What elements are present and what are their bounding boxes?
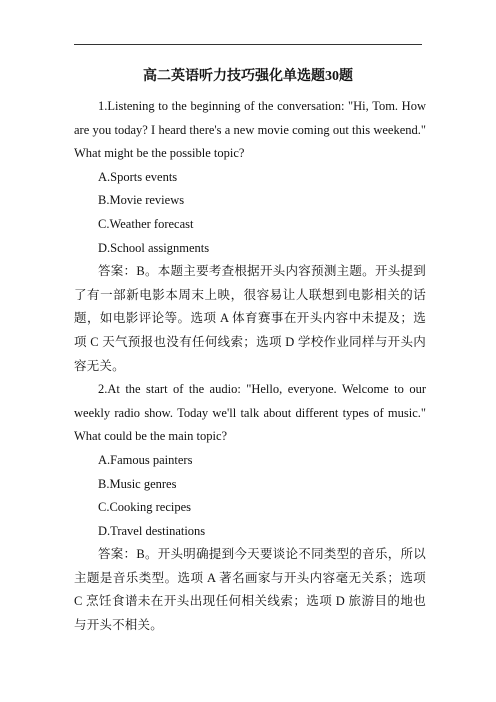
- option-b: B.Music genres: [98, 476, 177, 491]
- option-b: B.Movie reviews: [98, 193, 185, 208]
- option-d: D.School assignments: [98, 240, 210, 255]
- question-stem: 1.Listening to the beginning of the conversation: "Hi, Tom. How are you today? I heard there's a new movie coming out this weekend." What might be the possible topic?: [74, 99, 426, 161]
- option-a: A.Famous painters: [98, 452, 193, 467]
- answer-explanation: 答案：B。开头明确提到今天要谈论不同类型的音乐，所以主题是音乐类型。选项 A 著名画家与开头内容毫无关系；选项 C 烹饪食谱未在开头出现任何相关线索；选项 D 旅游目的地也与开头不相关。: [74, 547, 426, 633]
- document-body: [74, 95, 426, 638]
- option-d: D.Travel destinations: [98, 523, 206, 538]
- document-title: 高二英语听力技巧强化单选题30题: [143, 69, 353, 84]
- option-c: C.Cooking recipes: [98, 500, 192, 515]
- option-c: C.Weather forecast: [98, 216, 194, 231]
- option-a: A.Sports events: [98, 169, 178, 184]
- answer-explanation: 答案：B。本题主要考查根据开头内容预测主题。开头提到了有一部新电影本周末上映，很容易让人联想到电影相关的话题，如电影评论等。选项 A 体育赛事在开头内容中未提及；选项 C 天气预报也没有任何线索；选项 D 学校作业同样与开头内容无关。: [74, 264, 426, 373]
- header-rule: [74, 44, 422, 45]
- question-stem: 2.At the start of the audio: "Hello, everyone. Welcome to our weekly radio show. Today we'll talk about different types of music." What could be the main topic?: [74, 382, 426, 444]
